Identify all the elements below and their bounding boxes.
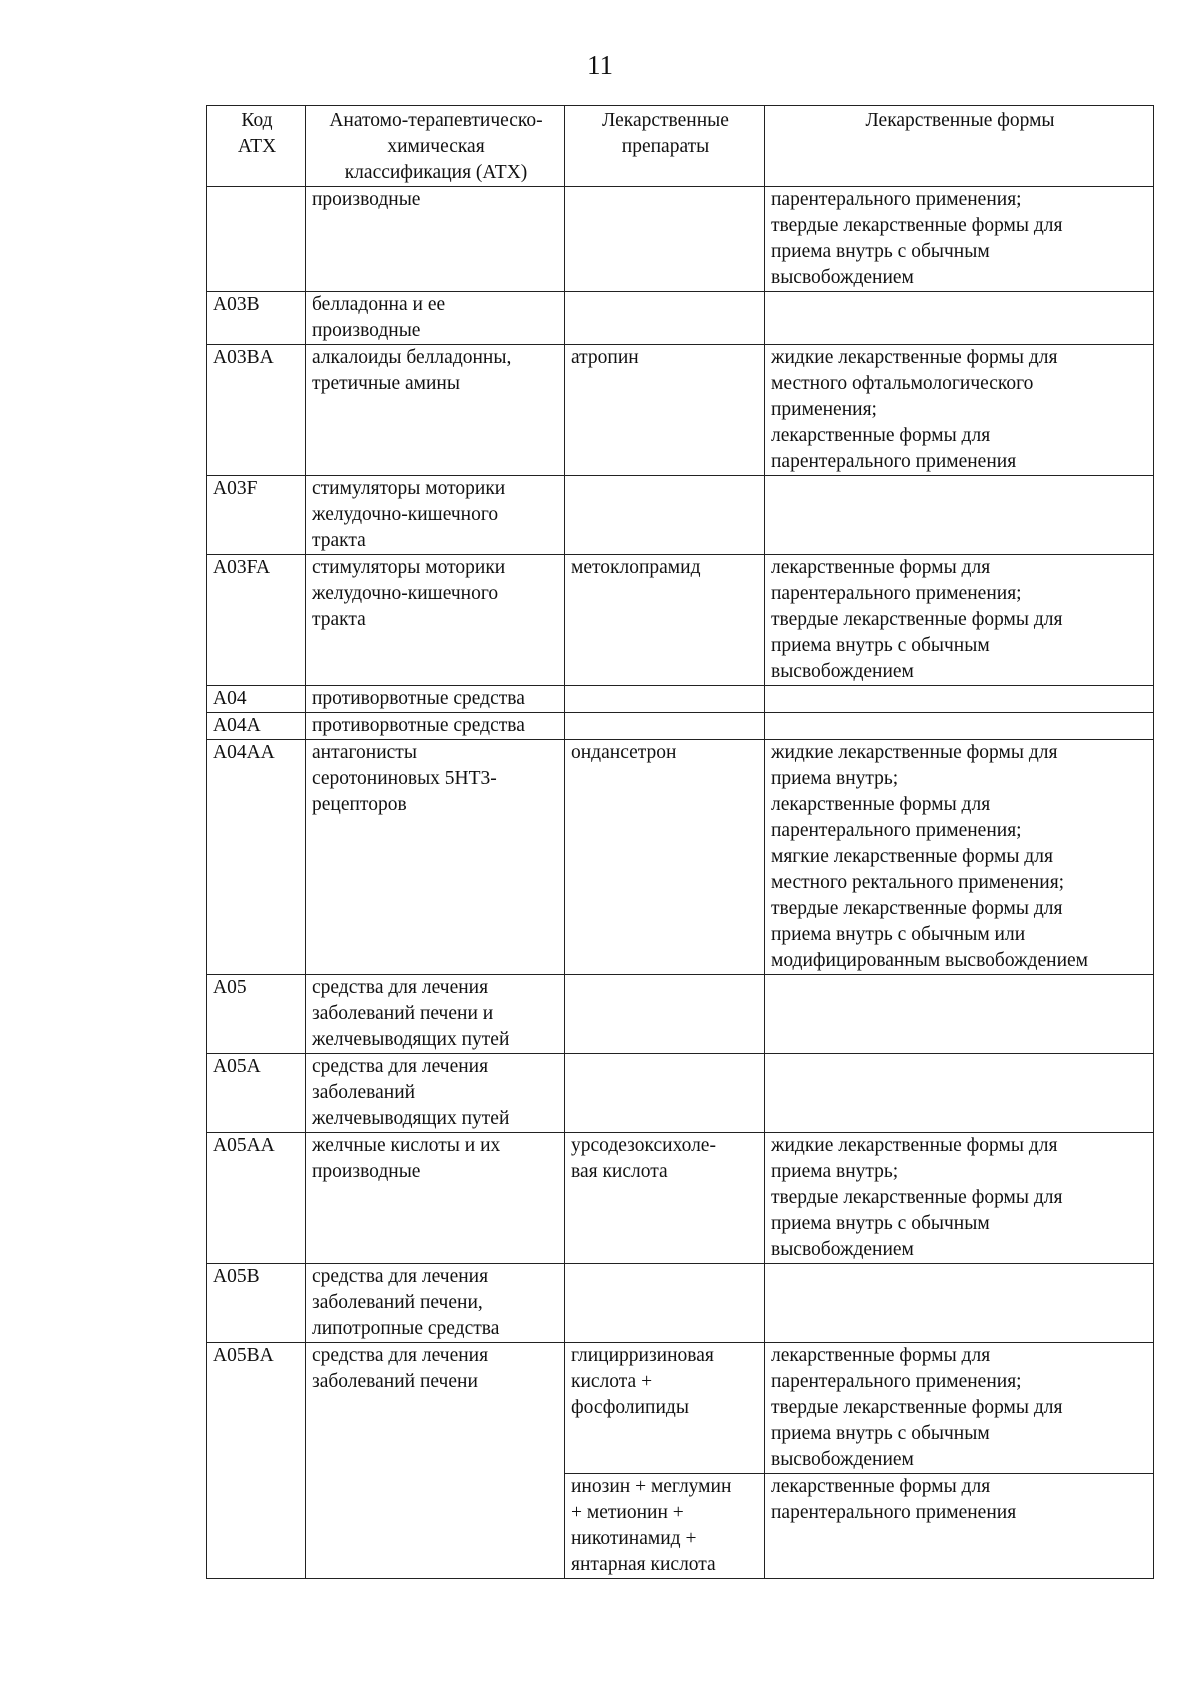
cell-forms: парентерального применения; твердые лекарственные формы для приема внутрь с обычным высвобождением [765,187,1154,292]
cell-classification: желчные кислоты и их производные [306,1133,565,1264]
header-drugs: Лекарственные препараты [565,106,765,187]
cell-drug: инозин + меглумин + метионин + никотинамид + янтарная кислота [565,1474,765,1579]
cell-classification: средства для лечения заболеваний печени и желчевыводящих путей [306,975,565,1054]
cell-classification: противорвотные средства [306,686,565,713]
cell-code: A03B [207,292,306,345]
cell-classification: средства для лечения заболеваний печени, липотропные средства [306,1264,565,1343]
cell-drug [565,686,765,713]
cell-code: A03F [207,476,306,555]
cell-code: A05AA [207,1133,306,1264]
cell-code: A05A [207,1054,306,1133]
table-row [207,187,1154,292]
cell-classification: средства для лечения заболеваний желчевыводящих путей [306,1054,565,1133]
cell-forms: жидкие лекарственные формы для приема внутрь; твердые лекарственные формы для приема внутрь с обычным высвобождением [765,1133,1154,1264]
header-classification: Анатомо-терапевтическо- химическая классификация (АТХ) [306,106,565,187]
table-row [207,1264,1154,1343]
cell-forms: жидкие лекарственные формы для местного офтальмологического применения; лекарственные формы для парентерального применения [765,345,1154,476]
cell-classification: белладонна и ее производные [306,292,565,345]
cell-forms [765,476,1154,555]
table-row [207,345,1154,476]
cell-code: A04AA [207,740,306,975]
cell-classification: средства для лечения заболеваний печени [306,1343,565,1579]
table-header-row [207,106,1154,187]
cell-forms [765,292,1154,345]
cell-forms: лекарственные формы для парентерального применения [765,1474,1154,1579]
cell-classification: алкалоиды белладонны, третичные амины [306,345,565,476]
cell-drug [565,1264,765,1343]
cell-classification: стимуляторы моторики желудочно-кишечного тракта [306,476,565,555]
cell-drug [565,975,765,1054]
cell-forms [765,1264,1154,1343]
cell-forms: лекарственные формы для парентерального применения; твердые лекарственные формы для приема внутрь с обычным высвобождением [765,555,1154,686]
table-row [207,555,1154,686]
table-row [207,1343,1154,1474]
header-forms: Лекарственные формы [765,106,1154,187]
cell-code: A05 [207,975,306,1054]
cell-drug [565,187,765,292]
cell-code: A05BA [207,1343,306,1579]
cell-forms [765,975,1154,1054]
cell-code: A04A [207,713,306,740]
cell-forms: жидкие лекарственные формы для приема внутрь; лекарственные формы для парентерального применения; мягкие лекарственные формы для местного ректального применения; твердые лекарственные формы для приема внутрь с обычным или модифицированным высвобождением [765,740,1154,975]
cell-forms: лекарственные формы для парентерального применения; твердые лекарственные формы для приема внутрь с обычным высвобождением [765,1343,1154,1474]
table-row [207,686,1154,713]
cell-drug [565,1054,765,1133]
cell-drug: метоклопрамид [565,555,765,686]
header-code: Код АТХ [207,106,306,187]
cell-classification: стимуляторы моторики желудочно-кишечного тракта [306,555,565,686]
cell-code: A05B [207,1264,306,1343]
cell-forms [765,713,1154,740]
cell-code [207,187,306,292]
atc-drug-table [206,105,1154,1579]
cell-classification: антагонисты серотониновых 5HT3- рецепторов [306,740,565,975]
cell-code: A03BA [207,345,306,476]
table-row [207,1133,1154,1264]
cell-code: A03FA [207,555,306,686]
cell-drug [565,476,765,555]
cell-drug: глицирризиновая кислота + фосфолипиды [565,1343,765,1474]
cell-forms [765,686,1154,713]
cell-drug [565,292,765,345]
table-row [207,292,1154,345]
cell-drug [565,713,765,740]
table-row [207,975,1154,1054]
page-number: 11 [587,50,613,80]
table-row [207,740,1154,975]
cell-classification: производные [306,187,565,292]
table-row [207,476,1154,555]
cell-code: A04 [207,686,306,713]
cell-classification: противорвотные средства [306,713,565,740]
cell-drug: атропин [565,345,765,476]
table-row [207,713,1154,740]
cell-drug: ондансетрон [565,740,765,975]
cell-forms [765,1054,1154,1133]
cell-drug: урсодезоксихоле- вая кислота [565,1133,765,1264]
table-row [207,1054,1154,1133]
